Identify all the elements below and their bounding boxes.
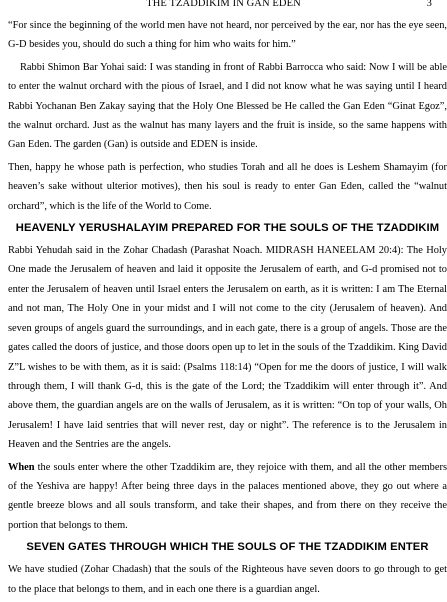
running-title: THE TZADDIKIM IN GAN EDEN [146,0,301,9]
running-head [0,0,447,11]
paragraph-zohar-chadash: Rabbi Yehudah said in the Zohar Chadash (Parashat Noach. MIDRASH HANEELAM 20:4): The Holy One made the Jerusalem of heaven and laid it opposite the Jerusalem of earth, and G-d promised not to enter the Jerusalem of heaven until Israel enters the Jerusalem on earth, as it is written: I am The Eternal and not man, The Holy One in your midst and I will not come to the city (Jerusalem of heaven). And seven groups of angels guard the surroundings, and in each gate, there is a group of angels. Those are the gates called the doors of justice, and those doors open up to let in the souls of the Tzaddikim. King David Z”L wishes to be with them, as it is said: (Psalms 118:14) “Open for me the doors of justice, I will walk through them, I will thank G-d, this is the gate of the Lord; the Tzaddikim will enter through it”. And above them, the guardian angels are on the walls of Jerusalem, as it is written: “On top of your walls, Oh Jerusalem! I have laid sentries that will never rest, day or night”. The reference is to the Jerusalem in Heaven and the Sentries are the angels. [8,245,447,451]
paragraph-souls-enter-text: the souls enter where the other Tzaddikim are, they rejoice with them, and all the other members of the Yeshiva are happy! After being three days in the palaces mentioned above, they go out where a gentle breeze blows and all souls transform, and take their shapes, and from there on they receive the portion that belongs to them. [8,461,447,531]
paragraph-seven-doors: We have studied (Zohar Chadash) that the souls of the Righteous have seven doors to go through to get to the place that belongs to them, and in each one there is a guardian angel. [8,564,447,595]
paragraph-happy-path: Then, happy he whose path is perfection, who studies Torah and all he does is Leshem Shamayim (for heaven’s sake without ulterior motives), then his soul is ready to enter Gan Eden, called the “walnut orchard”, which is the life of the World to Come. [8,161,447,212]
page-number: 3 [426,0,432,9]
section-heading-seven-gates: SEVEN GATES THROUGH WHICH THE SOULS OF THE TZADDIKIM ENTER [26,541,429,554]
section-heading-heavenly-yerushalayim: HEAVENLY YERUSHALAYIM PREPARED FOR THE SOULS OF THE TZADDIKIM [15,222,440,235]
paragraph-souls-enter [8,458,447,536]
paragraph-shimon-bar-yohai: Rabbi Shimon Bar Yohai said: I was standing in front of Rabbi Barrocca who said: Now I will be able to enter the walnut orchard with the pious of Israel, and I did not know what he was saying until I heard Rabbi Yochanan Ben Zakay saying that the Holy One Blessed be He called the Gan Eden “Ginat Egoz”, the walnut orchard. Just as the walnut has many layers and the fruit is inside, so the same happens with Gan Eden. The garden (Gan) is outside and EDEN is inside. [8,61,447,151]
paragraph-quote: “For since the beginning of the world men have not heard, nor perceived by the ear, nor has the eye seen, G-D besides you, should do such a thing for him who waits for him.” [8,20,447,51]
body-text [8,16,447,602]
lead-word: When [8,461,35,473]
